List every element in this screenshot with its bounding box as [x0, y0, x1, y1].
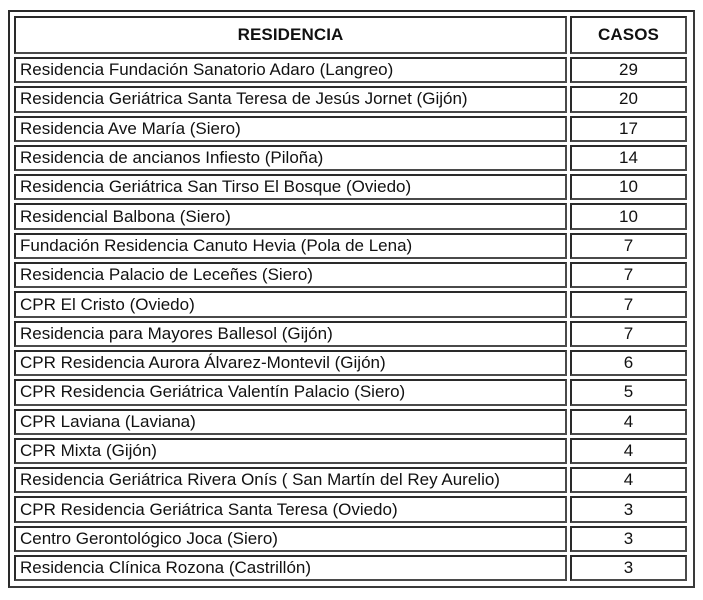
residencia-name: Residencia Fundación Sanatorio Adaro (Langreo) — [14, 57, 567, 83]
table-row — [14, 555, 687, 581]
casos-count: 7 — [570, 262, 687, 288]
header-residencia: RESIDENCIA — [14, 16, 567, 54]
table-row — [14, 57, 687, 83]
table-row — [14, 526, 687, 552]
table-header-row — [14, 16, 687, 54]
residencia-name: Centro Gerontológico Joca (Siero) — [14, 526, 567, 552]
residencia-name: Residencial Balbona (Siero) — [14, 203, 567, 229]
table-row — [14, 350, 687, 376]
casos-count: 3 — [570, 526, 687, 552]
casos-count: 29 — [570, 57, 687, 83]
casos-count: 7 — [570, 321, 687, 347]
residencias-table-container — [8, 10, 695, 588]
casos-count: 3 — [570, 496, 687, 522]
residencia-name: Residencia Geriátrica Rivera Onís ( San Martín del Rey Aurelio) — [14, 467, 567, 493]
residencia-name: CPR Laviana (Laviana) — [14, 409, 567, 435]
table-row — [14, 409, 687, 435]
residencia-name: Residencia Palacio de Leceñes (Siero) — [14, 262, 567, 288]
table-row — [14, 203, 687, 229]
casos-count: 4 — [570, 409, 687, 435]
table-row — [14, 233, 687, 259]
casos-count: 10 — [570, 174, 687, 200]
residencia-name: Residencia Geriátrica Santa Teresa de Jesús Jornet (Gijón) — [14, 86, 567, 112]
table-row — [14, 496, 687, 522]
casos-count: 20 — [570, 86, 687, 112]
residencias-cases-table — [11, 13, 690, 584]
header-casos: CASOS — [570, 16, 687, 54]
residencia-name: Residencia Clínica Rozona (Castrillón) — [14, 555, 567, 581]
residencia-name: Residencia Ave María (Siero) — [14, 116, 567, 142]
casos-count: 10 — [570, 203, 687, 229]
table-row — [14, 174, 687, 200]
table-row — [14, 116, 687, 142]
residencia-name: CPR Mixta (Gijón) — [14, 438, 567, 464]
casos-count: 6 — [570, 350, 687, 376]
table-row — [14, 379, 687, 405]
casos-count: 4 — [570, 467, 687, 493]
residencia-name: CPR El Cristo (Oviedo) — [14, 291, 567, 317]
table-row — [14, 262, 687, 288]
residencia-name: Fundación Residencia Canuto Hevia (Pola de Lena) — [14, 233, 567, 259]
table-row — [14, 145, 687, 171]
casos-count: 17 — [570, 116, 687, 142]
table-row — [14, 438, 687, 464]
table-row — [14, 467, 687, 493]
table-row — [14, 321, 687, 347]
table-row — [14, 291, 687, 317]
casos-count: 14 — [570, 145, 687, 171]
casos-count: 3 — [570, 555, 687, 581]
residencia-name: Residencia Geriátrica San Tirso El Bosque (Oviedo) — [14, 174, 567, 200]
casos-count: 5 — [570, 379, 687, 405]
table-row — [14, 86, 687, 112]
casos-count: 4 — [570, 438, 687, 464]
residencia-name: CPR Residencia Geriátrica Valentín Palacio (Siero) — [14, 379, 567, 405]
casos-count: 7 — [570, 233, 687, 259]
residencia-name: CPR Residencia Aurora Álvarez-Montevil (Gijón) — [14, 350, 567, 376]
casos-count: 7 — [570, 291, 687, 317]
residencia-name: Residencia para Mayores Ballesol (Gijón) — [14, 321, 567, 347]
residencia-name: Residencia de ancianos Infiesto (Piloña) — [14, 145, 567, 171]
residencia-name: CPR Residencia Geriátrica Santa Teresa (Oviedo) — [14, 496, 567, 522]
